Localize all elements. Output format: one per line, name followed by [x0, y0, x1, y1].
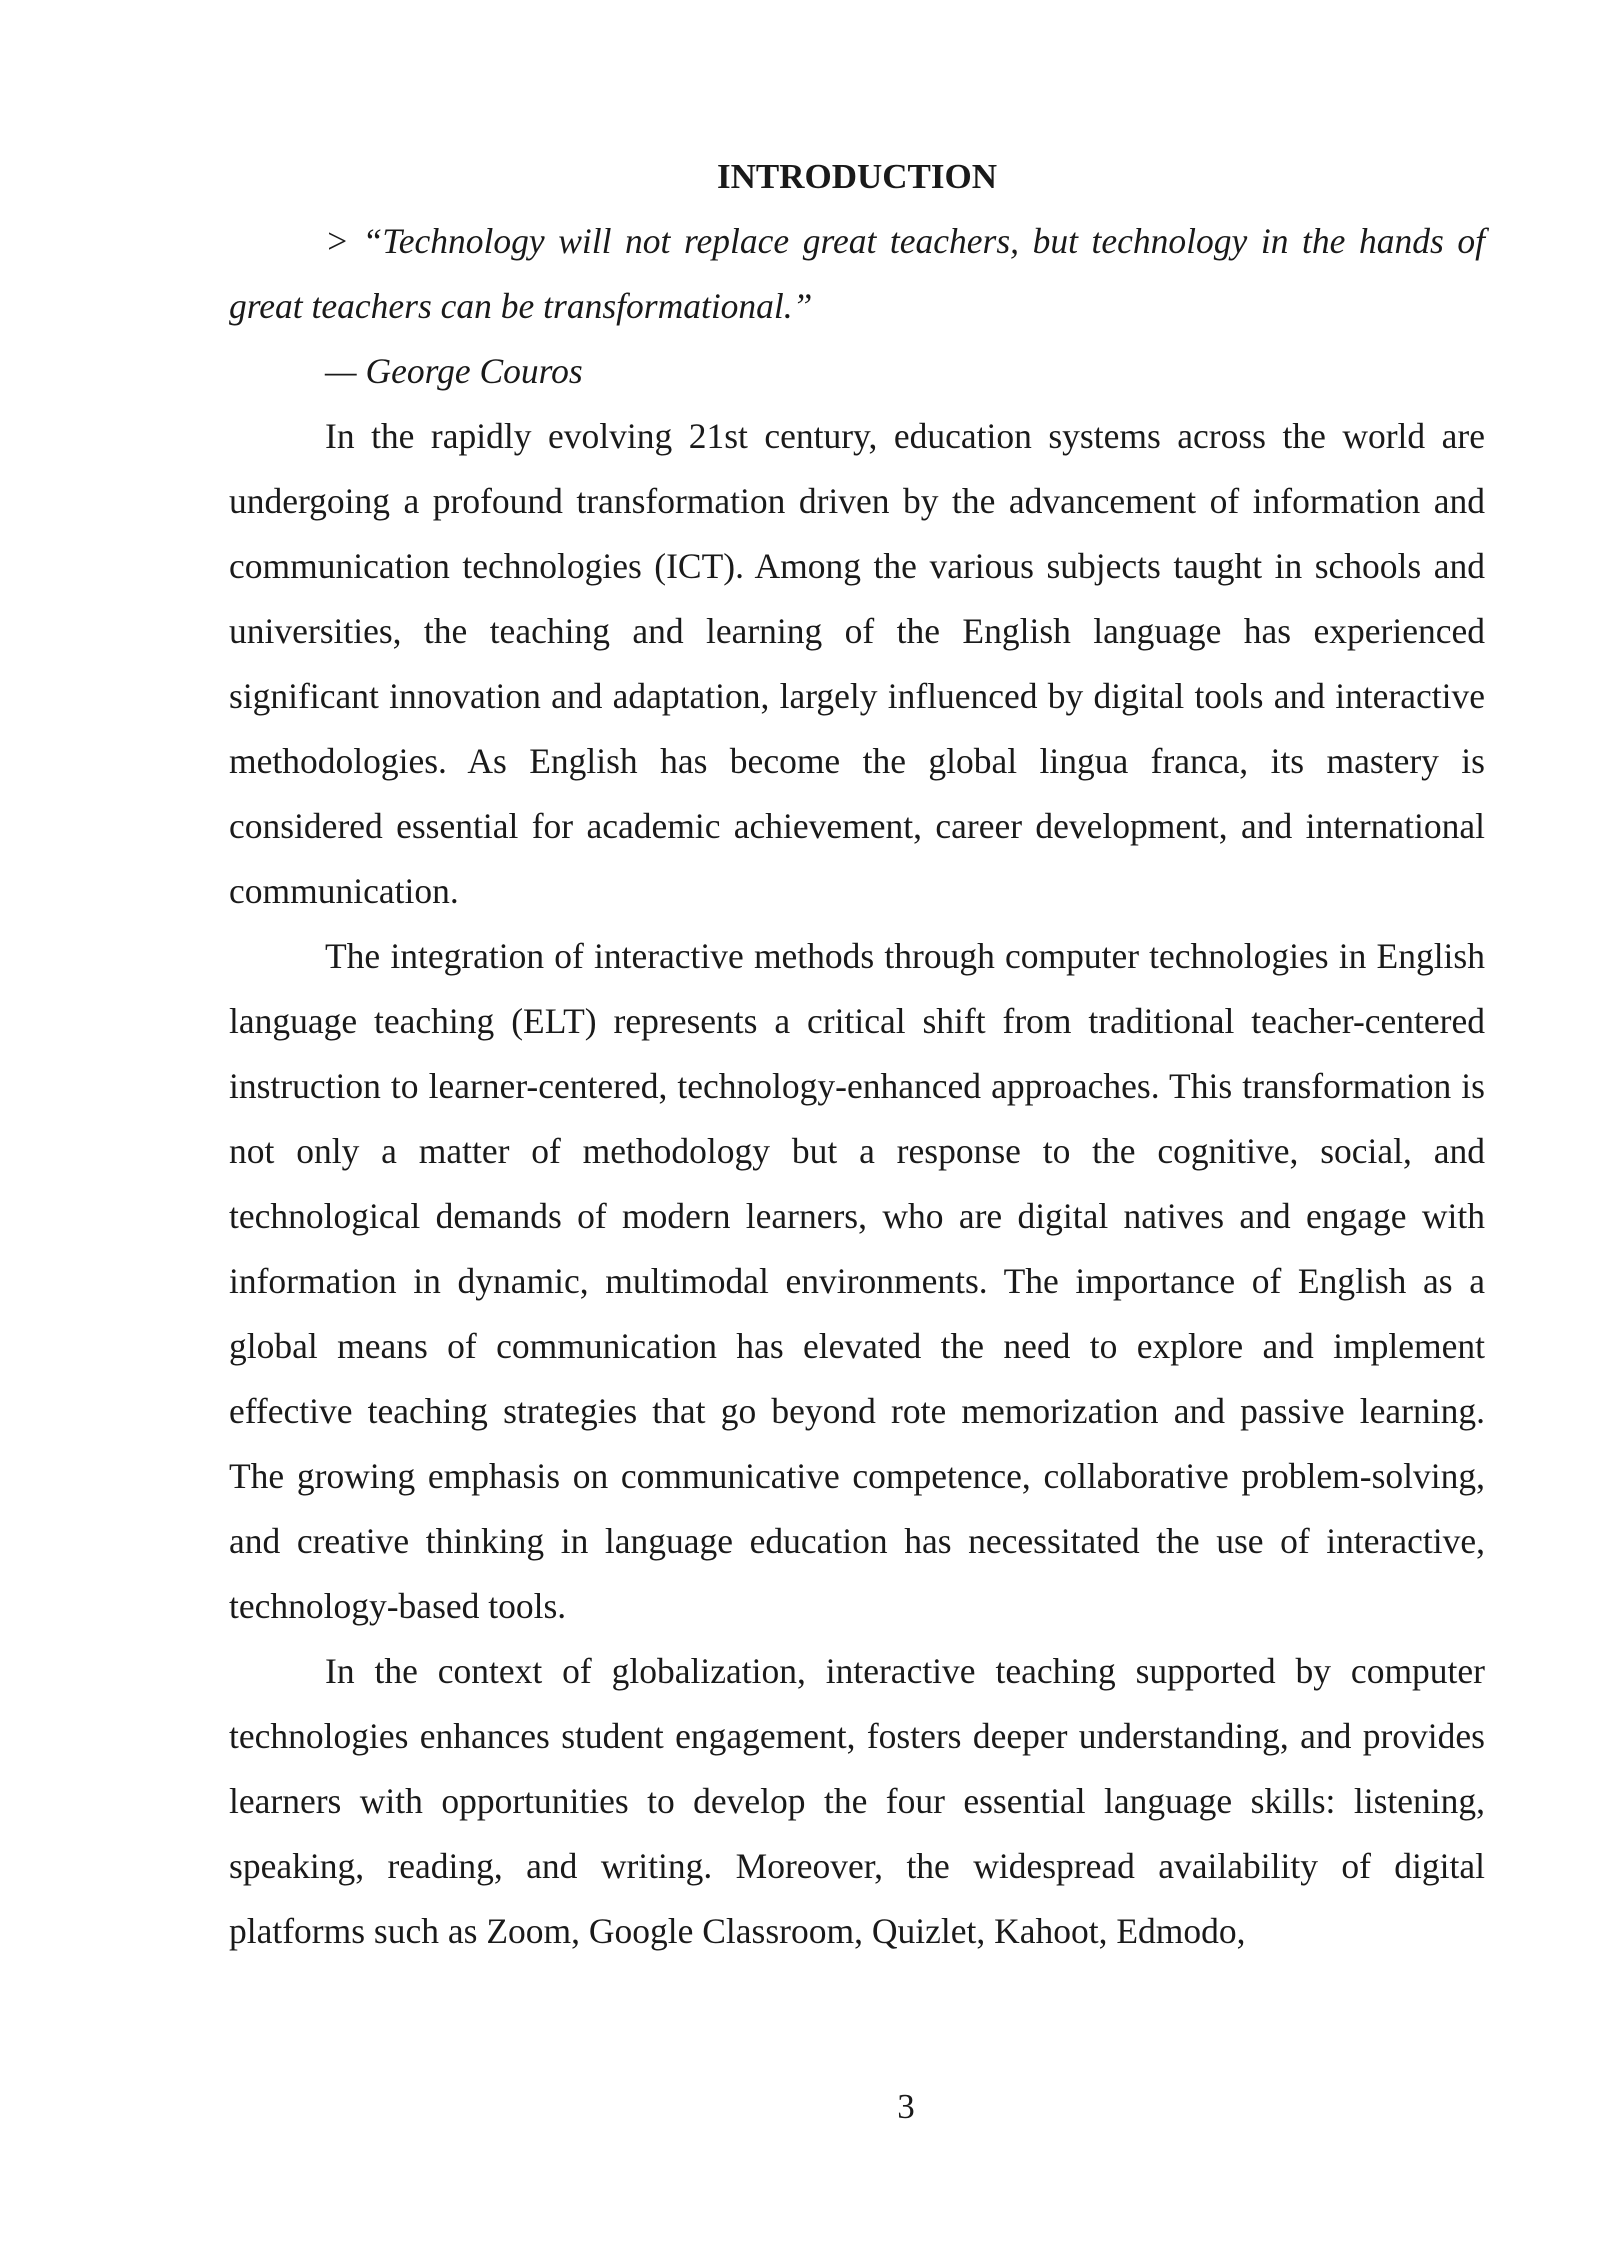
section-title: INTRODUCTION	[716, 157, 998, 196]
page-number: 3	[897, 2087, 915, 2126]
epigraph-quote: > “Technology will not replace great teachers, but technology in the hands of great teachers can be transformational.”	[229, 221, 1485, 326]
page-content	[229, 145, 1485, 1964]
body-paragraph-3: In the context of globalization, interactive teaching supported by computer technologies enhances student engagement, fosters deeper understanding, and provides learners with opportunities to develop the four essential language skills: listening, speaking, reading, and writing. Moreover, the widespread availability of digital platforms such as Zoom, Google Classroom, Quizlet, Kahoot, Edmodo,	[229, 1651, 1485, 1951]
body-paragraph-2: The integration of interactive methods through computer technologies in English language teaching (ELT) represents a critical shift from traditional teacher-centered instruction to learner-centered, technology-enhanced approaches. This transformation is not only a matter of methodology but a response to the cognitive, social, and technological demands of modern learners, who are digital natives and engage with information in dynamic, multimodal environments. The importance of English as a global means of communication has elevated the need to explore and implement effective teaching strategies that go beyond rote memorization and passive learning. The growing emphasis on communicative competence, collaborative problem-solving, and creative thinking in language education has necessitated the use of interactive, technology-based tools.	[229, 936, 1485, 1626]
epigraph-attribution: — George Couros	[325, 351, 583, 391]
body-paragraph-1: In the rapidly evolving 21st century, education systems across the world are undergoing a profound transformation driven by the advancement of information and communication technologies (ICT). Among the various subjects taught in schools and universities, the teaching and learning of the English language has experienced significant innovation and adaptation, largely influenced by digital tools and interactive methodologies. As English has become the global lingua franca, its mastery is considered essential for academic achievement, career development, and international communication.	[229, 416, 1485, 911]
